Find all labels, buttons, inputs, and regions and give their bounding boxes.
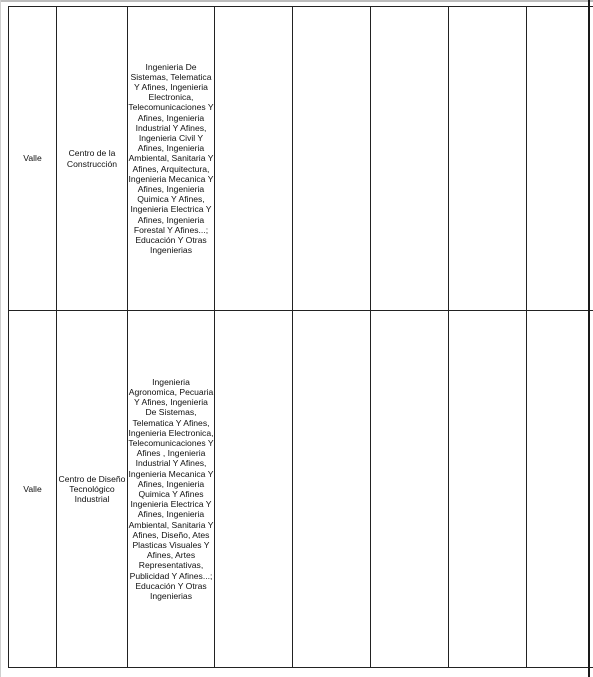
empty-cell bbox=[293, 311, 371, 668]
empty-cell bbox=[293, 7, 371, 311]
programs-cell: Ingenieria De Sistemas, Telematica Y Afines, Ingenieria Electronica, Telecomunicaciones Y Afines, Ingenieria Industrial Y Afines, Ingenieria Civil Y Afines, Ingenieria Ambiental, Sanitaria Y Afines, Arquitectura, Ingenieria Mecanica Y Afines, Ingenieria Quimica Y Afines, Ingenieria Electrica Y Afines, Ingenieria Forestal Y Afines...; Educación Y Otras Ingenierias bbox=[128, 7, 215, 311]
top-edge-shadow bbox=[0, 0, 593, 2]
department-cell: Valle bbox=[9, 7, 57, 311]
empty-cell bbox=[371, 7, 449, 311]
table-row bbox=[9, 311, 593, 668]
right-margin-rule bbox=[588, 0, 590, 677]
empty-cell bbox=[215, 311, 293, 668]
empty-cell bbox=[449, 311, 527, 668]
empty-cell bbox=[371, 311, 449, 668]
programs-cell: Ingenieria Agronomica, Pecuaria Y Afines, Ingenieria De Sistemas, Telematica Y Afines, Ingenieria Electronica, Telecomunicaciones Y Afines , Ingenieria Industrial Y Afines, Ingenieria Mecanica Y Afines, Ingenieria Quimica Y Afines Ingenieria Electrica Y Afines, Ingenieria Ambiental, Sanitaria Y Afines, Diseño, Ates Plasticas Visuales Y Afines, Artes Representativas, Publicidad Y Afines...; Educación Y Otras Ingenierias bbox=[128, 311, 215, 668]
center-cell: Centro de Diseño Tecnológico Industrial bbox=[57, 311, 128, 668]
table-row bbox=[9, 7, 593, 311]
centers-table bbox=[8, 6, 593, 668]
empty-cell bbox=[527, 311, 593, 668]
center-cell: Centro de la Construcción bbox=[57, 7, 128, 311]
department-cell: Valle bbox=[9, 311, 57, 668]
left-edge-shadow bbox=[0, 0, 1, 677]
empty-cell bbox=[527, 7, 593, 311]
empty-cell bbox=[449, 7, 527, 311]
empty-cell bbox=[215, 7, 293, 311]
